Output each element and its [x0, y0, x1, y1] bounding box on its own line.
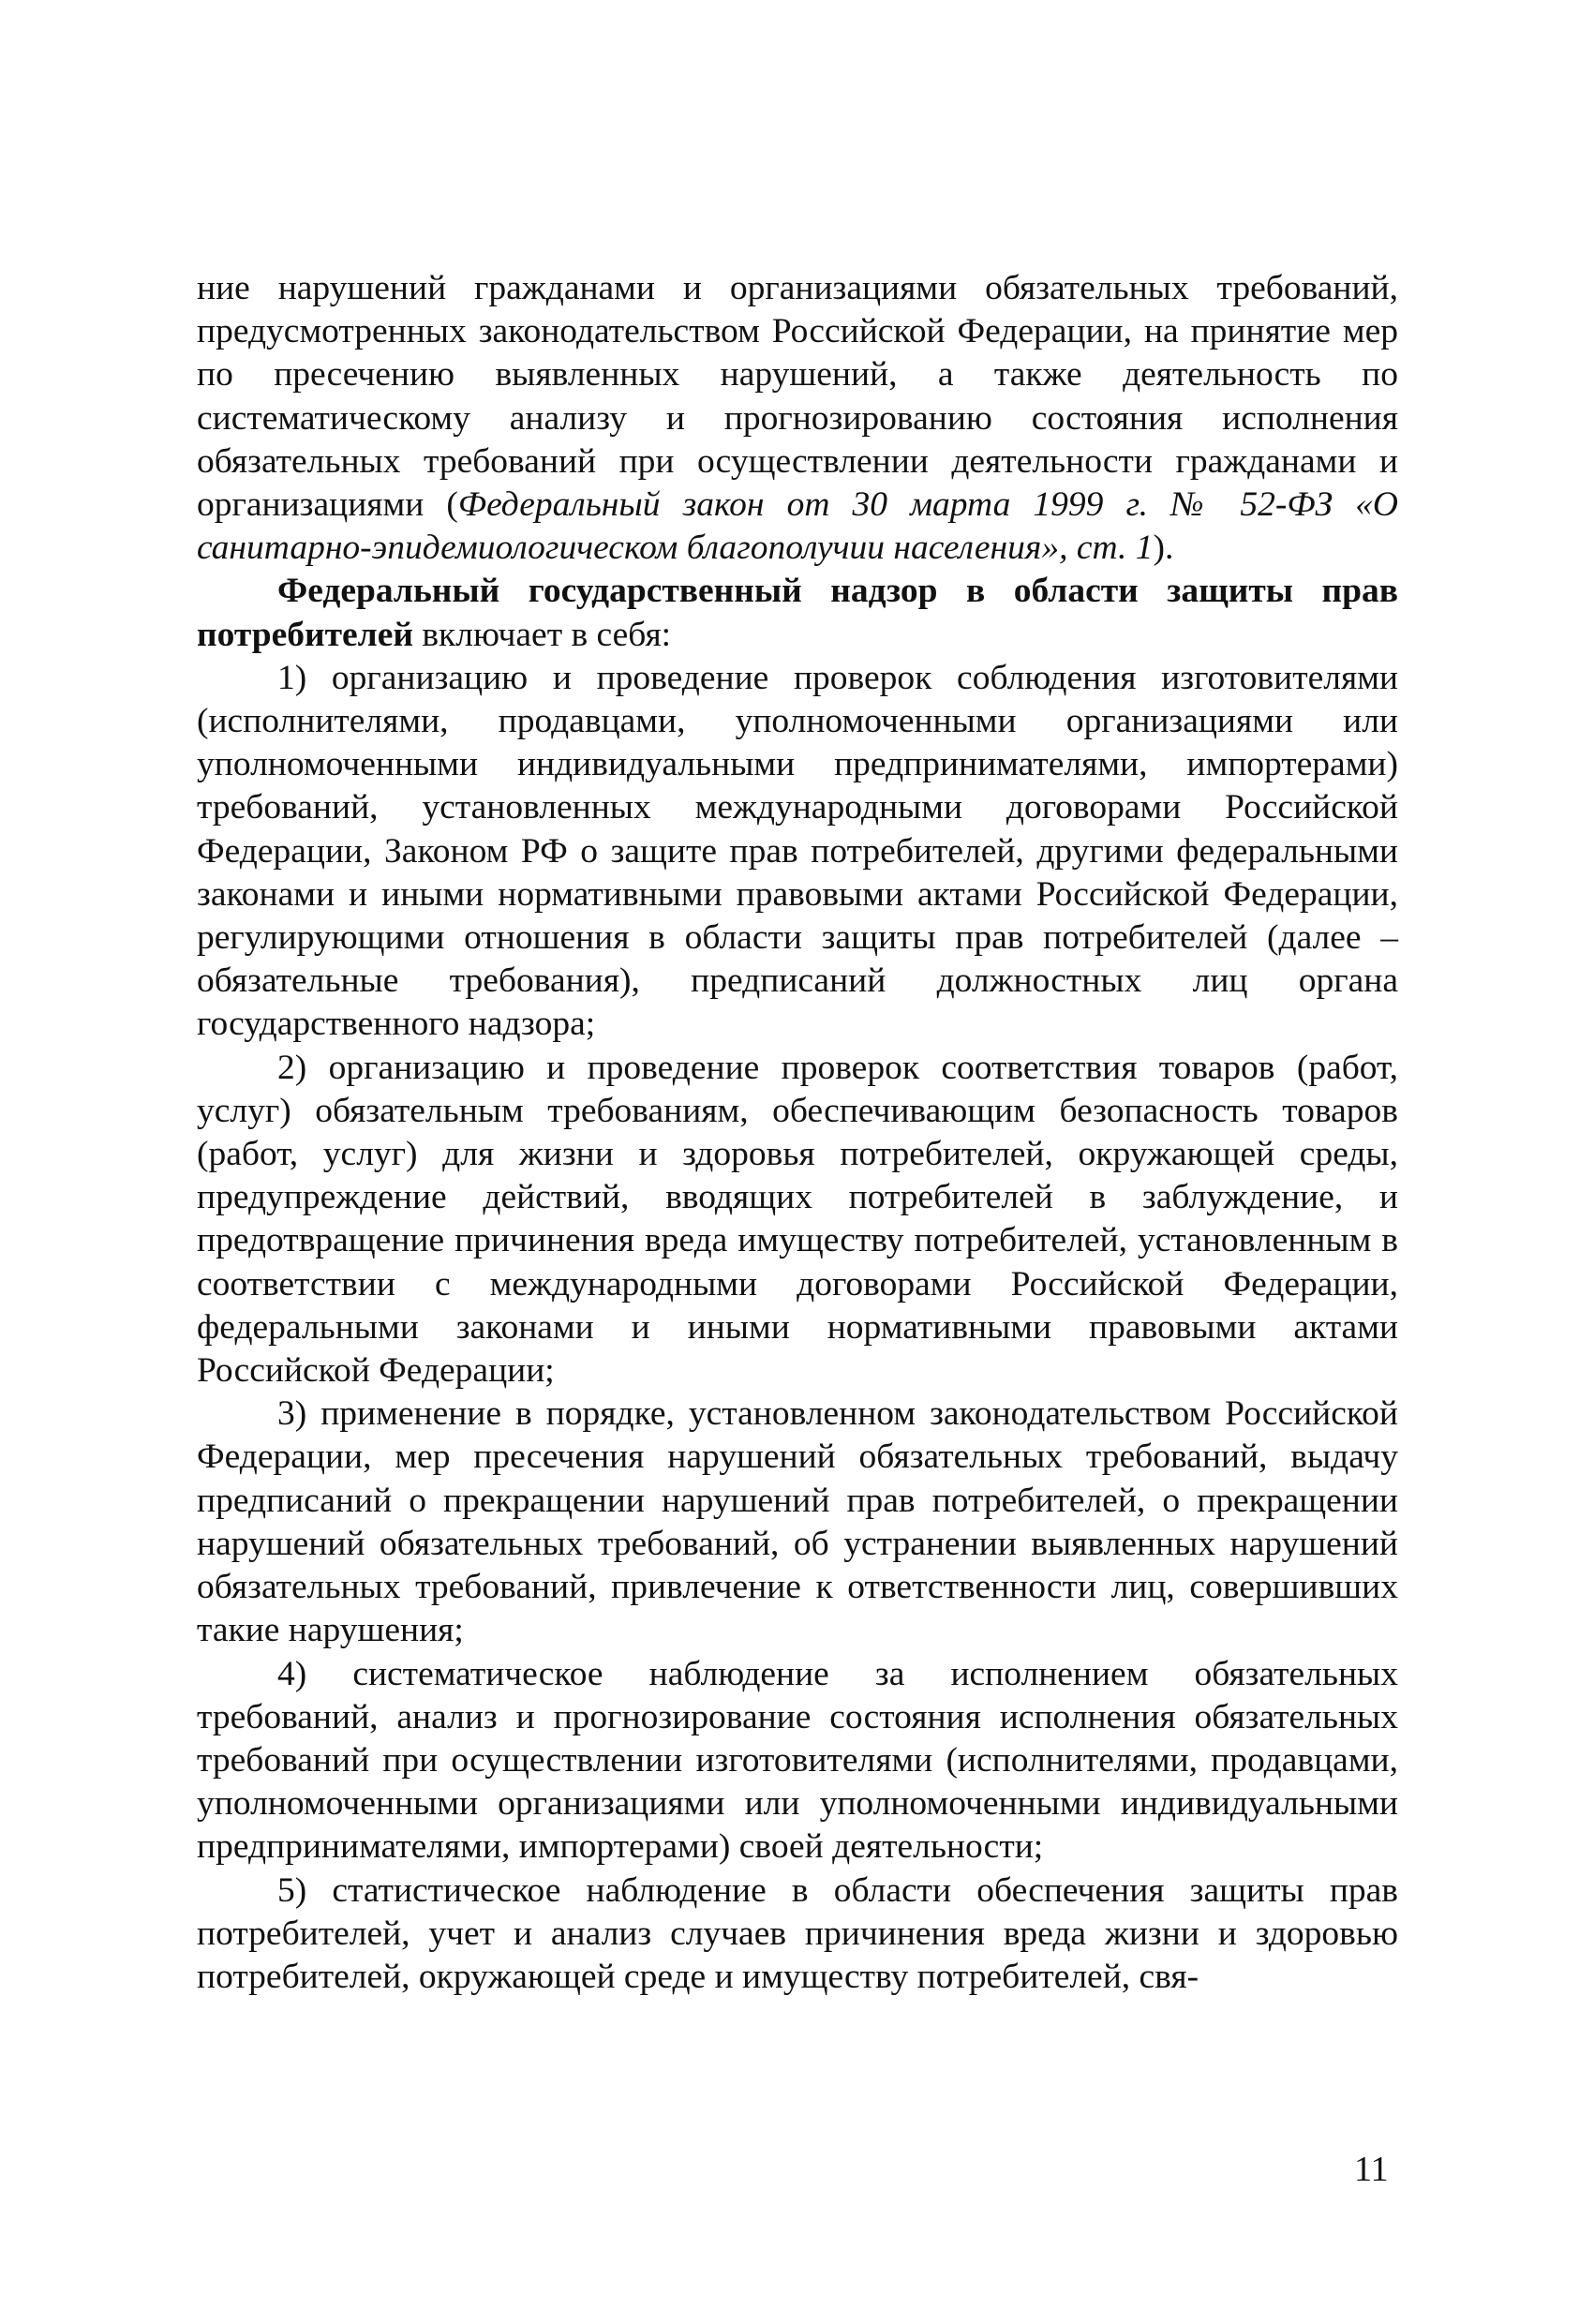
list-item-5: 5) статистическое наблюдение в области обеспечения защиты прав потребителей, учет и анализ случаев причинения вреда жизни и здоровью потребителей, окружающей среде и имуществу потребителей, свя- — [197, 1870, 1398, 1996]
page-number: 11 — [1354, 2150, 1389, 2189]
bold-term: Федеральный государственный надзор в области защиты прав потребителей — [197, 572, 1398, 654]
paragraph-tail: ). — [1153, 529, 1174, 568]
paragraph-text: ние нарушений гражданами и организациями обязательных требований, предусмотренных законодательством Российской Федерации, на принятие мер по пресечению выявленных нарушений, а также деятельность по систематическому анализу и прогнозированию состояния исполнения обязательных требований при осуществлении деятельности гражданами и организациями ( — [197, 269, 1398, 525]
law-citation: Федеральный закон от 30 марта 1999 г. № 52-ФЗ «О санитарно-эпидемиологическом благополучии населения», ст. 1 — [197, 485, 1398, 568]
paragraph-federal-supervision — [197, 570, 1398, 656]
document-page — [197, 267, 1398, 1999]
list-item-4: 4) систематическое наблюдение за исполнением обязательных требований, анализ и прогнозирование состояния исполнения обязательных требований при осуществлении изготовителями (исполнителями, продавцами, уполномоченными организациями или уполномоченными индивидуальными предпринимателями, импортерами) своей деятельности; — [197, 1654, 1398, 1867]
paragraph-continued — [197, 267, 1398, 570]
list-item-2: 2) организацию и проведение проверок соответствия товаров (работ, услуг) обязательным требованиям, обеспечивающим безопасность товаров (работ, услуг) для жизни и здоровья потребителей, окружающей среды, предупреждение действий, вводящих потребителей в заблуждение, и предотвращение причинения вреда имуществу потребителей, установленным в соответствии с международными договорами Российской Федерации, федеральными законами и иными нормативными правовыми актами Российской Федерации; — [197, 1048, 1398, 1391]
paragraph-text: включает в себя: — [412, 615, 672, 654]
list-item-3: 3) применение в порядке, установленном законодательством Российской Федерации, мер пресечения нарушений обязательных требований, выдачу предписаний о прекращении нарушений прав потребителей, о прекращении нарушений обязательных требований, об устранении выявленных нарушений обязательных требований, привлечение к ответственности лиц, совершивших такие нарушения; — [197, 1394, 1398, 1650]
list-item-1: 1) организацию и проведение проверок соблюдения изготовителями (исполнителями, продавцами, уполномоченными организациями или уполномоченными индивидуальными предпринимателями, импортерами) требований, установленных международными договорами Российской Федерации, Законом РФ о защите прав потребителей, другими федеральными законами и иными нормативными правовыми актами Российской Федерации, регулирующими отношения в области защиты прав потребителей (далее – обязательные требования), предписаний должностных лиц органа государственного надзора; — [197, 658, 1398, 1044]
